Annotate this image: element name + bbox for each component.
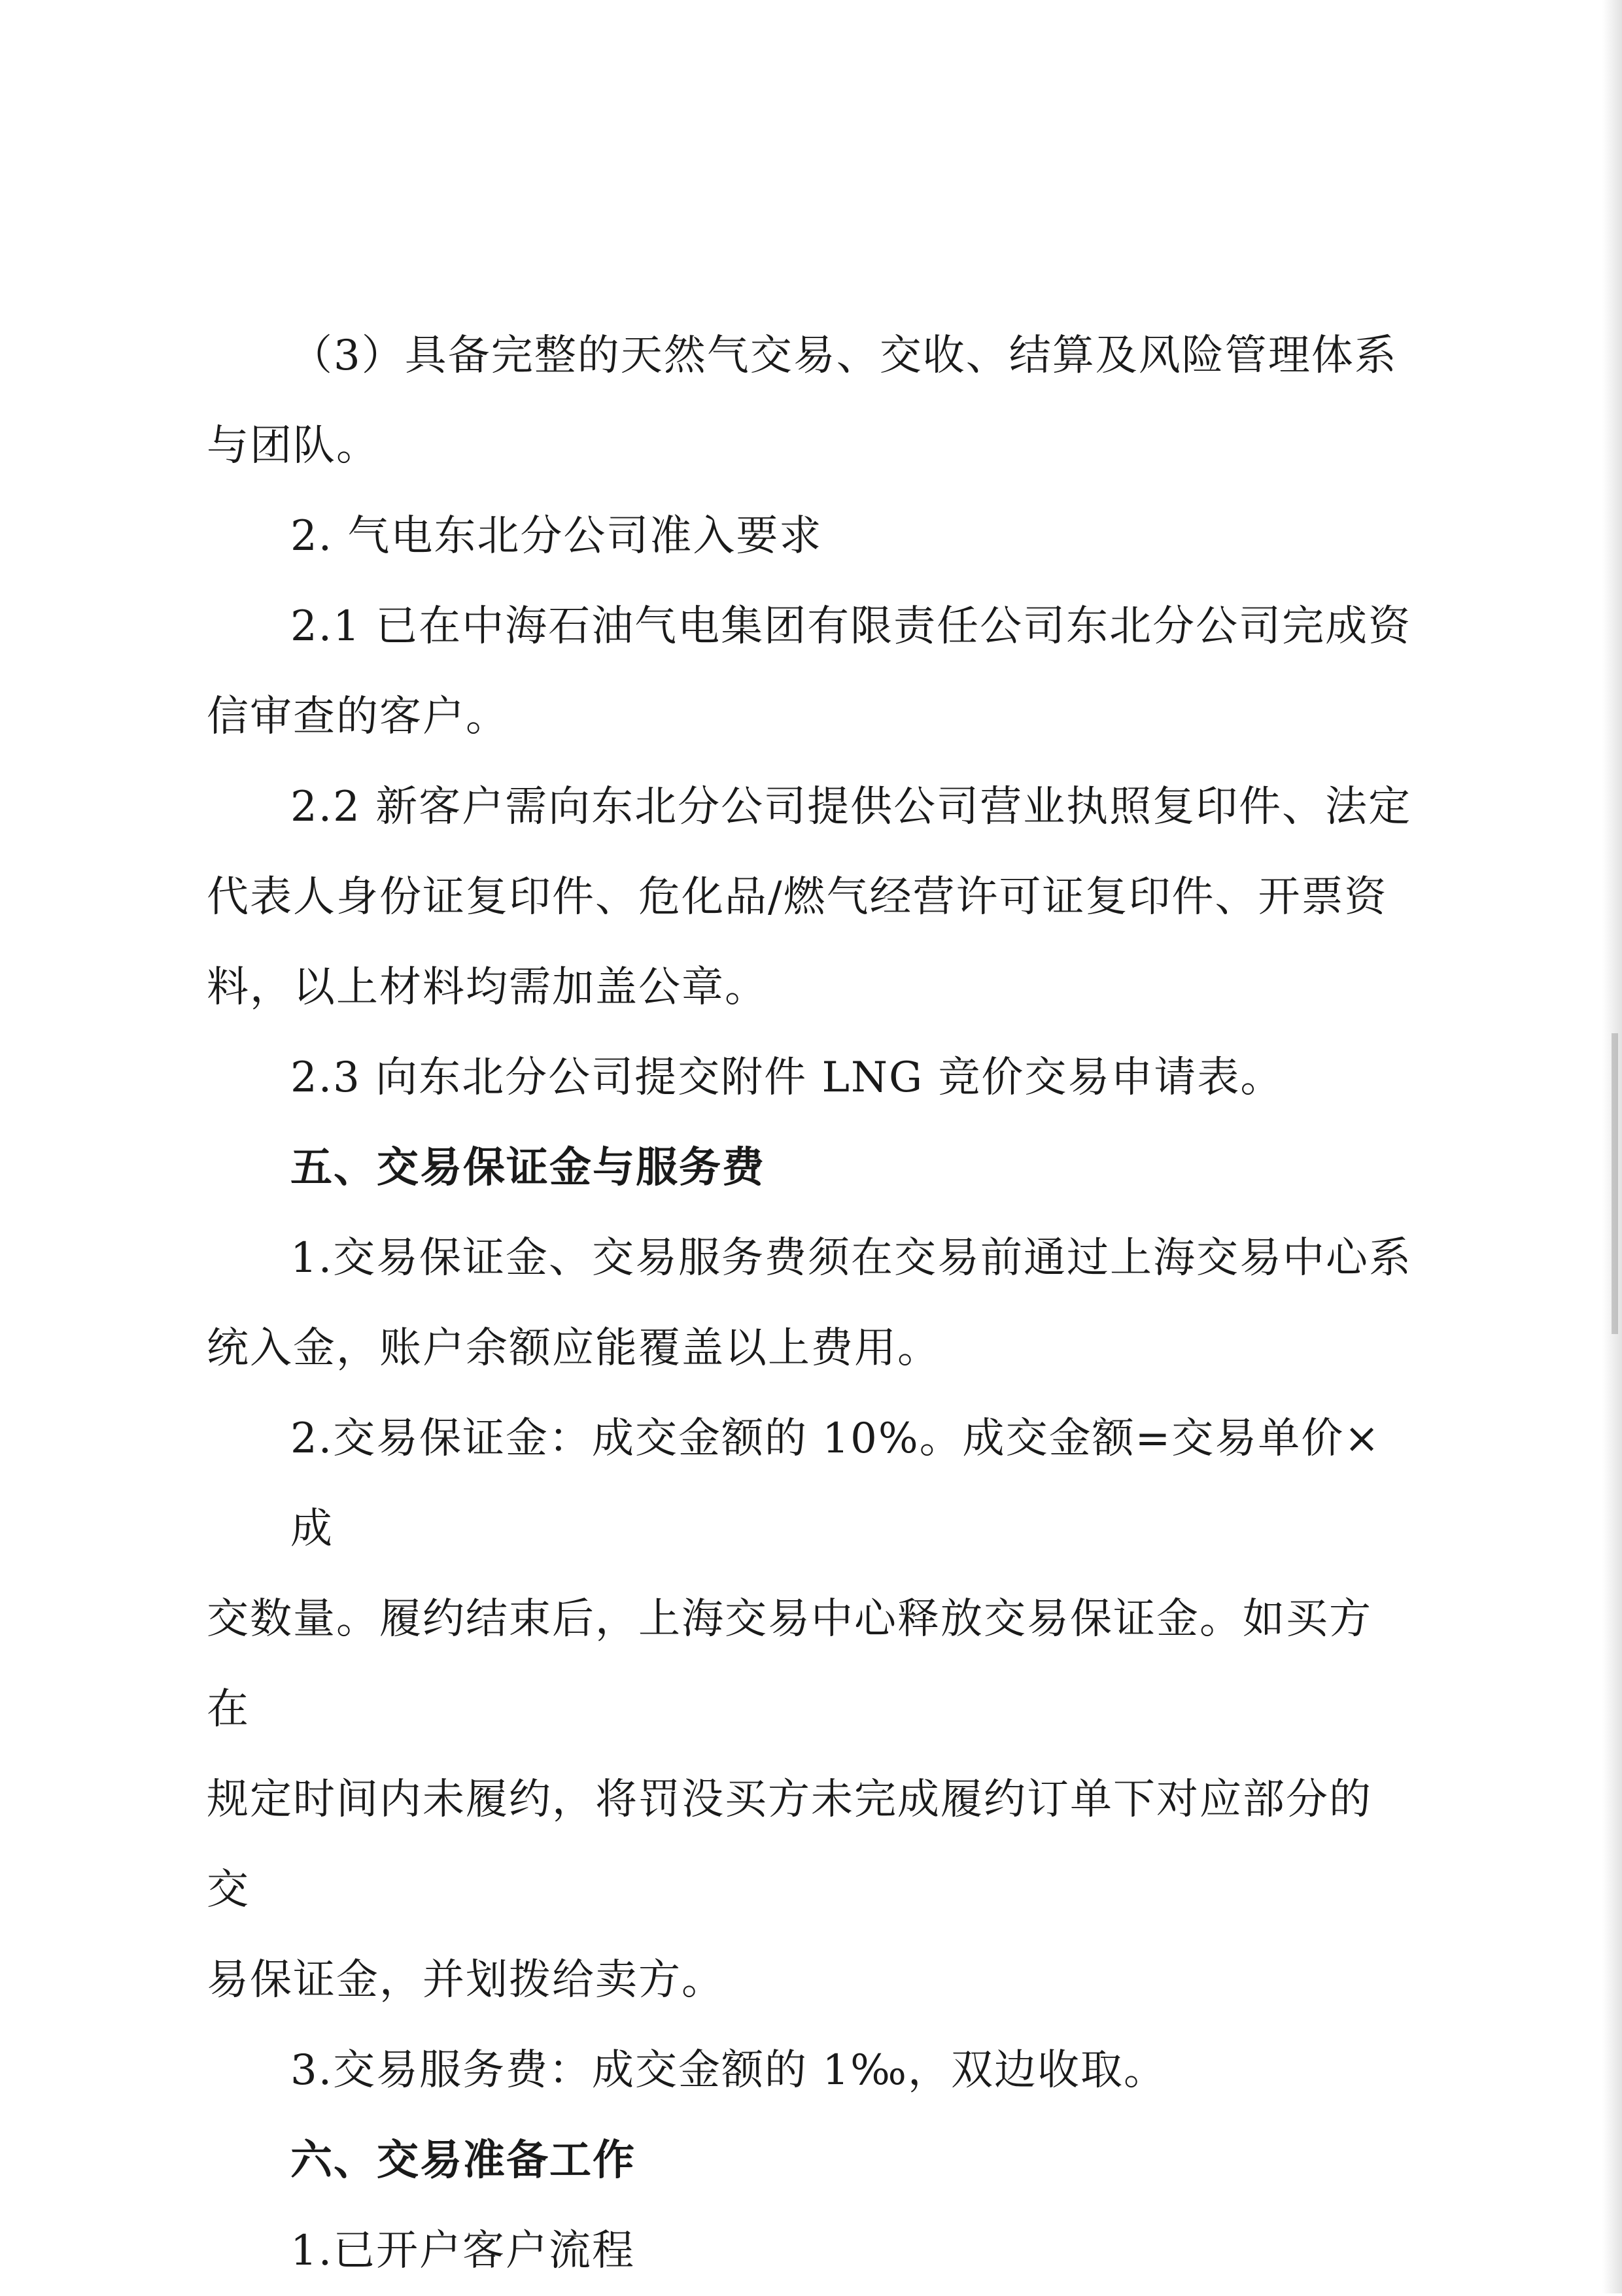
text-line: 统入金，账户余额应能覆盖以上费用。 [207, 1324, 940, 1373]
paragraph-5-2 [207, 1394, 1413, 2025]
text-line: （3）具备完整的天然气交易、交收、结算及风险管理体系 [290, 332, 1398, 380]
heading-text: 五、交易保证金与服务费 [290, 1144, 765, 1192]
text-line: 2.1 已在中海石油气电集团有限责任公司东北分公司完成资 [290, 602, 1412, 651]
text-line: 交数量。履约结束后，上海交易中心释放交易保证金。如买方在 [207, 1595, 1372, 1734]
scan-edge-mark [1612, 1033, 1618, 1334]
text-line: 2. 气电东北分公司准入要求 [290, 512, 823, 560]
text-line: 易保证金，并划拨给卖方。 [207, 1956, 725, 2004]
text-line: 代表人身份证复印件、危化品/燃气经营许可证复印件、开票资 [207, 873, 1388, 921]
paragraph-2-3 [207, 1033, 1413, 1123]
text-line: 1.交易保证金、交易服务费须在交易前通过上海交易中心系 [290, 1234, 1413, 1282]
text-line: 1.已开户客户流程 [290, 2227, 636, 2275]
section-heading-5 [207, 1123, 1413, 1213]
document-body [207, 311, 1413, 2296]
text-line: 与团队。 [207, 422, 379, 470]
text-line: 料，以上材料均需加盖公章。 [207, 963, 768, 1012]
paragraph-3-qualification [207, 311, 1413, 491]
paragraph-section-2-title [207, 491, 1413, 581]
paragraph-5-3 [207, 2025, 1413, 2116]
text-line: 2.交易保证金：成交金额的 10%。成交金额=交易单价×成 [290, 1414, 1381, 1553]
section-heading-6 [207, 2116, 1413, 2206]
text-line: 3.交易服务费：成交金额的 1‰，双边收取。 [290, 2046, 1167, 2095]
paragraph-2-1 [207, 581, 1413, 762]
heading-text: 六、交易准备工作 [290, 2136, 636, 2185]
text-line: 信审查的客户。 [207, 693, 509, 741]
text-line: 规定时间内未履约，将罚没买方未完成履约订单下对应部分的交 [207, 1775, 1372, 1914]
paragraph-6-1 [207, 2206, 1413, 2296]
text-line: 2.2 新客户需向东北分公司提供公司营业执照复印件、法定 [290, 783, 1412, 831]
text-line: 2.3 向东北分公司提交附件 LNG 竞价交易申请表。 [290, 1054, 1284, 1102]
paragraph-2-2 [207, 762, 1413, 1033]
paragraph-5-1 [207, 1213, 1413, 1394]
